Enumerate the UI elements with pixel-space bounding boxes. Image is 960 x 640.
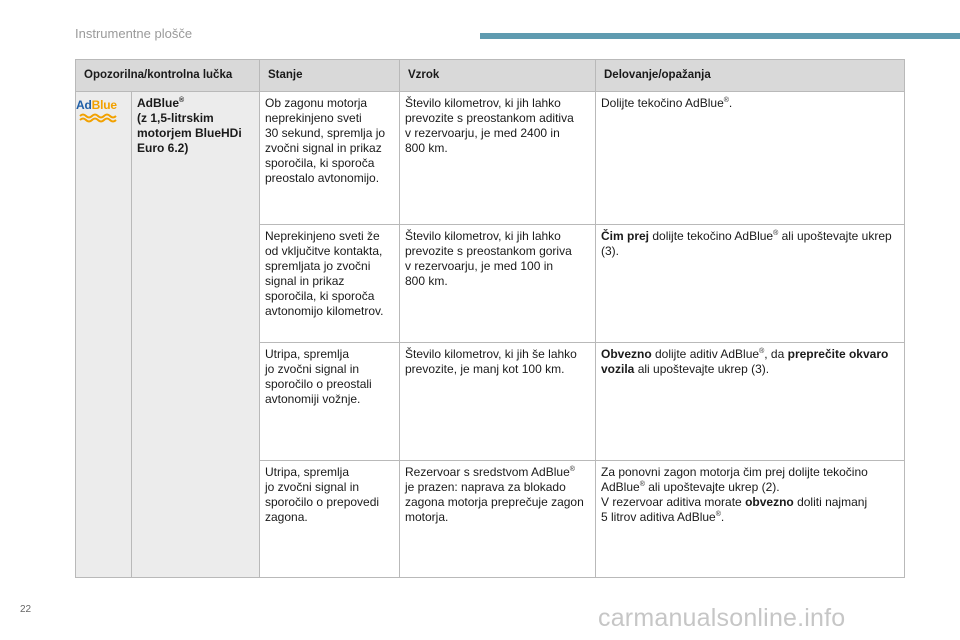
table-row (76, 92, 905, 225)
header-accent-bar (480, 33, 960, 39)
action-cell: Čim prej dolijte tekočino AdBlue® ali upoštevajte ukrep (3). (596, 225, 905, 343)
lamp-detail-2: motorjem BlueHDi (137, 126, 242, 140)
lamp-detail-3: Euro 6.2) (137, 141, 189, 155)
status-cell: Utripa, spremlja jo zvočni signal in sporočilo o prepovedi zagona. (260, 461, 400, 578)
lamp-name-cell: AdBlue® (z 1,5-litrskim motorjem BlueHDi Euro 6.2) (132, 92, 260, 578)
status-cell: Ob zagonu motorja neprekinjeno sveti 30 sekund, spremlja jo zvočni signal in prikaz sporočila, ki sporoča preostalo avtonomijo. (260, 92, 400, 225)
status-cell: Utripa, spremlja jo zvočni signal in sporočilo o preostali avtonomiji vožnje. (260, 343, 400, 461)
status-cell: Neprekinjeno sveti že od vključitve kontakta, spremljata jo zvočni signal in prikaz sporočila, ki sporoča avtonomijo kilometrov. (260, 225, 400, 343)
column-header-lamp: Opozorilna/kontrolna lučka (76, 60, 260, 92)
cause-cell: Število kilometrov, ki jih lahko prevozite s preostankom aditiva v rezervoarju, je med 2400 in 800 km. (400, 92, 596, 225)
action-cell: Za ponovni zagon motorja čim prej dolijte tekočino AdBlue® ali upoštevajte ukrep (2). V rezervoar aditiva morate obvezno doliti najmanj 5 litrov aditiva AdBlue®. (596, 461, 905, 578)
lamp-detail-1: (z 1,5-litrskim (137, 111, 214, 125)
action-cell: Obvezno dolijte aditiv AdBlue®, da preprečite okvaro vozila ali upoštevajte ukrep (3). (596, 343, 905, 461)
table-header-row (76, 60, 905, 92)
column-header-status: Stanje (260, 60, 400, 92)
adblue-icon: AdBlue (76, 98, 120, 124)
cause-cell: Rezervoar s sredstvom AdBlue® je prazen: naprava za blokado zagona motorja preprečuje zagon motorja. (400, 461, 596, 578)
action-cell: Dolijte tekočino AdBlue®. (596, 92, 905, 225)
lamp-icon-cell (76, 92, 132, 578)
watermark: carmanualsonline.info (598, 604, 846, 632)
lamp-name: AdBlue (137, 96, 179, 110)
cause-cell: Število kilometrov, ki jih lahko prevozite s preostankom goriva v rezervoarju, je med 100 in 800 km. (400, 225, 596, 343)
cause-cell: Število kilometrov, ki jih še lahko prevozite, je manj kot 100 km. (400, 343, 596, 461)
warning-lamps-table (75, 59, 905, 578)
section-title: Instrumentne plošče (75, 26, 193, 41)
page-number: 22 (20, 604, 32, 615)
column-header-action: Delovanje/opažanja (596, 60, 905, 92)
column-header-cause: Vzrok (400, 60, 596, 92)
